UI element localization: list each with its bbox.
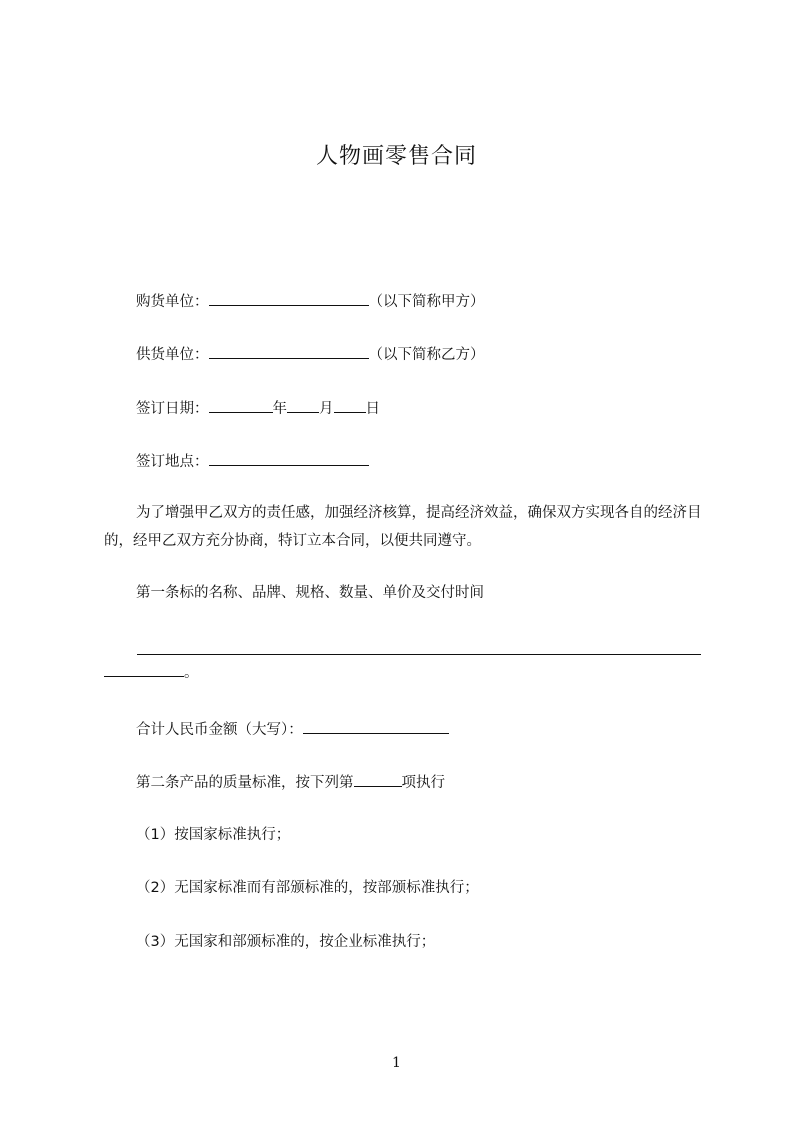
buyer-blank[interactable] [209,291,369,306]
total-blank[interactable] [303,719,449,734]
intro-paragraph: 为了增强甲乙双方的责任感，加强经济核算，提高经济效益，确保双方实现各自的经济目的，经甲乙双方充分协商，特订立本合同，以便共同遵守。 [104,505,702,549]
article2-item: （1）按国家标准执行； [136,827,291,843]
month-char: 月 [319,401,334,417]
seller-line [136,344,485,365]
article1-heading: 第一条标的名称、品牌、规格、数量、单价及交付时间 [136,585,484,601]
day-char: 日 [365,401,380,417]
buyer-label: 购货单位： [136,294,209,310]
article2-heading-before: 第二条产品的质量标准，按下列第 [136,775,354,791]
document-title: 人物画零售合同 [315,144,477,169]
sign-place-blank[interactable] [209,451,369,466]
buyer-line [136,291,485,312]
article1-fill-blank[interactable] [104,662,184,677]
sign-place-label: 签订地点： [136,454,209,470]
seller-suffix: （以下简称乙方） [368,347,485,363]
sign-place-line [136,451,369,472]
sign-year-blank[interactable] [209,398,273,413]
seller-label: 供货单位： [136,347,209,363]
article1-fill-line-2 [104,662,199,683]
article2-heading-after: 项执行 [401,775,445,791]
seller-blank[interactable] [209,344,369,359]
article2-heading [136,772,445,793]
article2-item: （3）无国家和部颁标准的，按企业标准执行； [136,934,436,950]
buyer-suffix: （以下简称甲方） [368,294,485,310]
total-label: 合计人民币金额（大写）： [136,722,303,738]
sign-day-blank[interactable] [334,398,366,413]
article2-item-blank[interactable] [354,772,402,787]
sign-date-line [136,398,380,419]
article2-item: （2）无国家标准而有部颁标准的，按部颁标准执行； [136,880,479,896]
article1-fill-line-1[interactable] [137,654,701,655]
year-char: 年 [272,401,287,417]
page-number: 1 [392,1055,401,1071]
sign-date-label: 签订日期： [136,401,209,417]
sign-month-blank[interactable] [287,398,319,413]
article1-end-mark: 。 [184,665,199,681]
total-line [136,719,449,740]
